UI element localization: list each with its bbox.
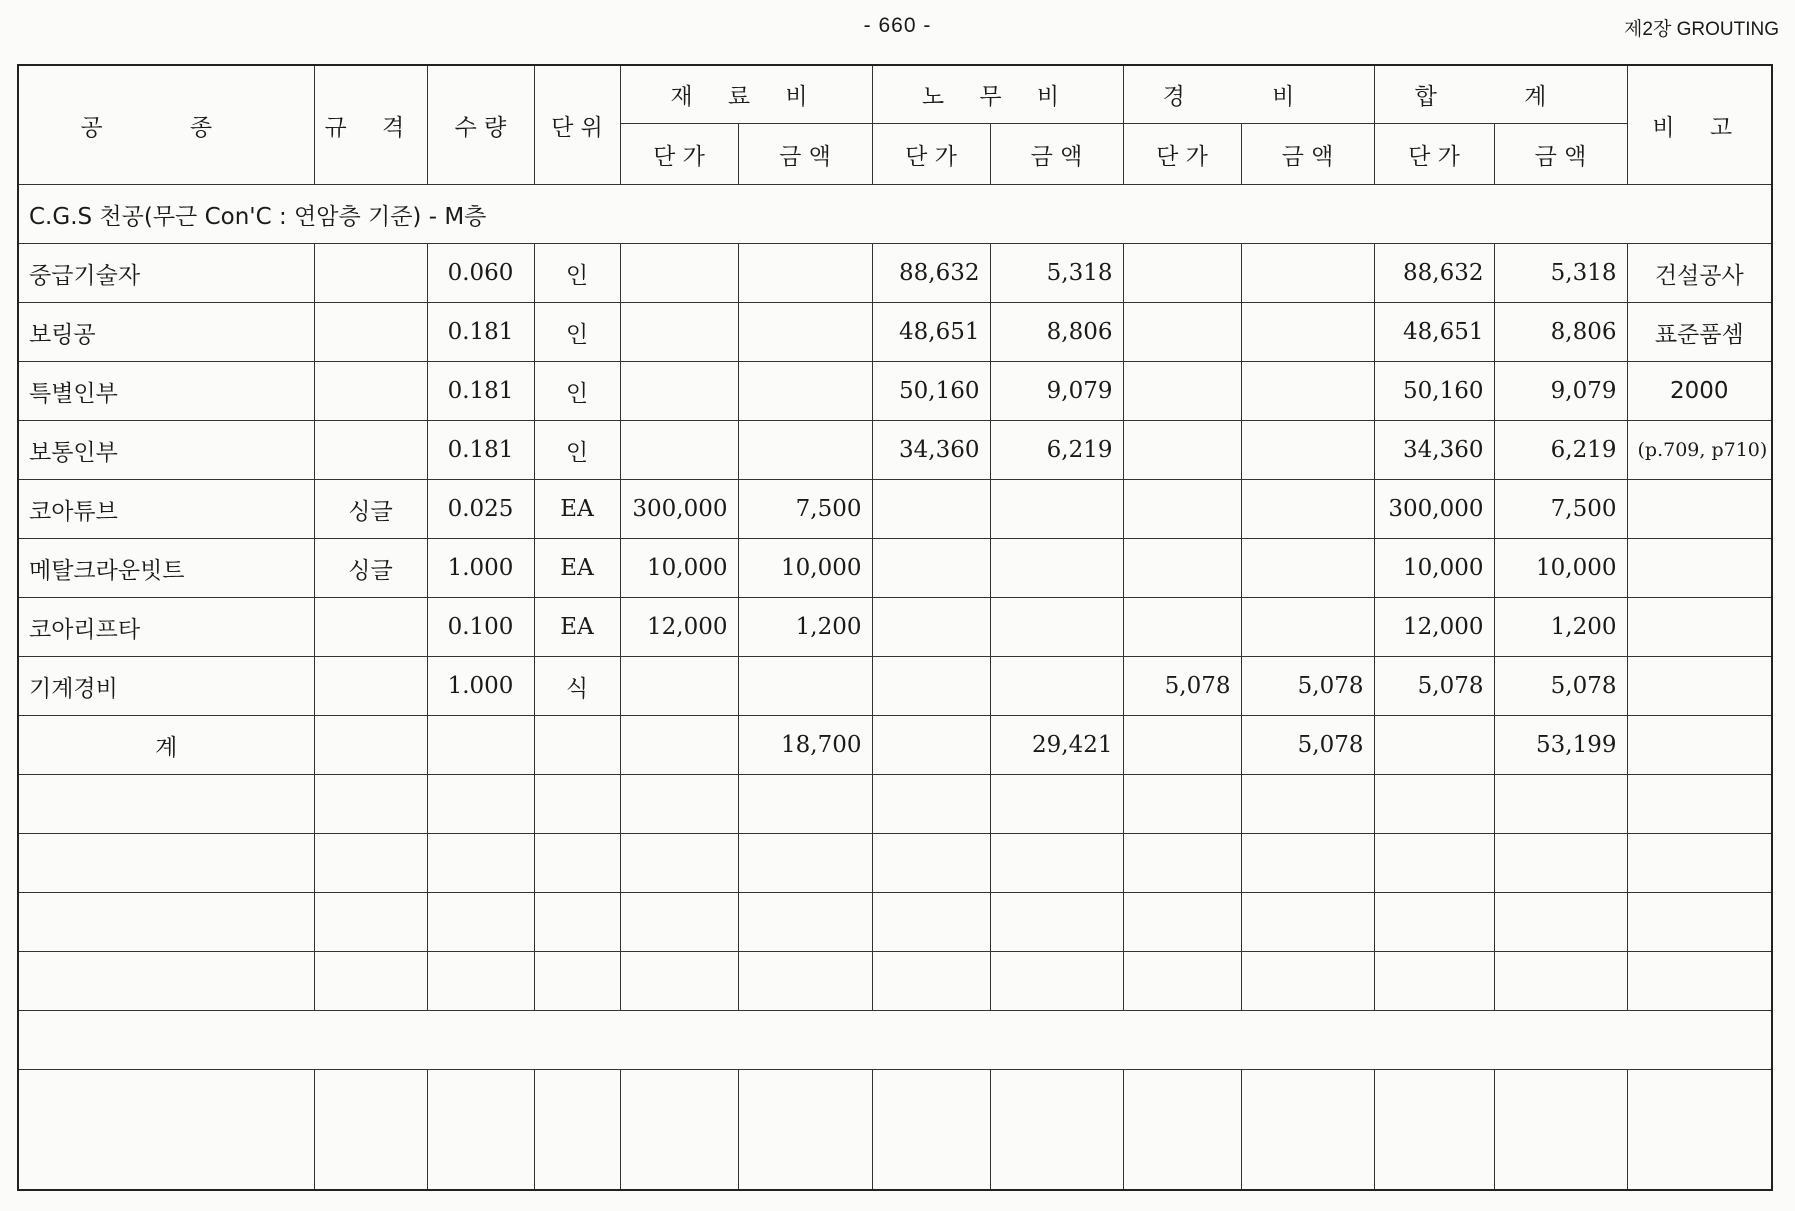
total-unit-price: 88,632 <box>1374 244 1494 303</box>
expense-unit-price <box>1123 244 1241 303</box>
header-unit-price: 단 가 <box>1123 124 1241 185</box>
header-labor: 노 무 비 <box>872 65 1123 124</box>
grand-total-amount: 53,199 <box>1494 716 1627 775</box>
empty-cell <box>314 716 427 775</box>
item-name: 보통인부 <box>18 421 314 480</box>
item-name: 코아튜브 <box>18 480 314 539</box>
total-unit-price: 300,000 <box>1374 480 1494 539</box>
material-unit-price: 12,000 <box>620 598 738 657</box>
material-amount: 1,200 <box>738 598 872 657</box>
item-spec <box>314 657 427 716</box>
labor-amount <box>990 657 1123 716</box>
material-amount <box>738 421 872 480</box>
labor-unit-price: 34,360 <box>872 421 990 480</box>
item-remark: 표준품셈 <box>1627 303 1772 362</box>
empty-row <box>18 893 1772 952</box>
item-unit: EA <box>534 598 620 657</box>
header-work-type: 공 종 <box>18 65 314 185</box>
labor-unit-price <box>872 657 990 716</box>
item-quantity: 0.060 <box>427 244 534 303</box>
empty-cell <box>1123 716 1241 775</box>
total-unit-price: 50,160 <box>1374 362 1494 421</box>
material-amount-total: 18,700 <box>738 716 872 775</box>
item-name: 메탈크라운빗트 <box>18 539 314 598</box>
item-quantity: 0.181 <box>427 421 534 480</box>
header-unit-price: 단 가 <box>872 124 990 185</box>
expense-amount <box>1241 244 1374 303</box>
material-unit-price <box>620 421 738 480</box>
item-quantity: 0.025 <box>427 480 534 539</box>
expense-unit-price <box>1123 362 1241 421</box>
item-unit: EA <box>534 539 620 598</box>
material-unit-price: 10,000 <box>620 539 738 598</box>
chapter-title: 제2장 GROUTING <box>1624 19 1779 40</box>
empty-cell <box>1374 716 1494 775</box>
total-unit-price: 12,000 <box>1374 598 1494 657</box>
expense-amount <box>1241 421 1374 480</box>
header-amount: 금 액 <box>738 124 872 185</box>
table-row <box>18 303 1772 362</box>
labor-unit-price <box>872 539 990 598</box>
material-amount: 10,000 <box>738 539 872 598</box>
table-row <box>18 598 1772 657</box>
item-quantity: 0.100 <box>427 598 534 657</box>
expense-unit-price: 5,078 <box>1123 657 1241 716</box>
item-name: 기계경비 <box>18 657 314 716</box>
item-name: 코아리프타 <box>18 598 314 657</box>
labor-unit-price <box>872 480 990 539</box>
item-name: 특별인부 <box>18 362 314 421</box>
labor-amount: 9,079 <box>990 362 1123 421</box>
table-row <box>18 362 1772 421</box>
empty-row <box>18 1011 1772 1070</box>
total-row <box>18 716 1772 775</box>
empty-cell <box>620 716 738 775</box>
total-amount: 9,079 <box>1494 362 1627 421</box>
section-title: C.G.S 천공(무근 Con'C : 연암층 기준) - M층 <box>18 185 1772 244</box>
section-row <box>18 185 1772 244</box>
material-amount <box>738 244 872 303</box>
table-row <box>18 421 1772 480</box>
material-unit-price: 300,000 <box>620 480 738 539</box>
header-unit-price: 단 가 <box>620 124 738 185</box>
empty-cell <box>872 716 990 775</box>
item-spec <box>314 244 427 303</box>
labor-amount <box>990 598 1123 657</box>
labor-unit-price: 48,651 <box>872 303 990 362</box>
item-name: 보링공 <box>18 303 314 362</box>
total-amount: 8,806 <box>1494 303 1627 362</box>
item-unit: EA <box>534 480 620 539</box>
item-remark <box>1627 539 1772 598</box>
expense-amount <box>1241 362 1374 421</box>
header-row <box>18 65 1772 124</box>
item-unit: 인 <box>534 362 620 421</box>
item-remark: 2000 <box>1627 362 1772 421</box>
header-amount: 금 액 <box>1494 124 1627 185</box>
labor-amount: 6,219 <box>990 421 1123 480</box>
total-amount: 7,500 <box>1494 480 1627 539</box>
item-remark <box>1627 480 1772 539</box>
item-remark: (p.709, p710) <box>1627 421 1772 480</box>
header-amount: 금 액 <box>990 124 1123 185</box>
total-amount: 5,078 <box>1494 657 1627 716</box>
material-unit-price <box>620 244 738 303</box>
labor-amount-total: 29,421 <box>990 716 1123 775</box>
header-spec: 규 격 <box>314 65 427 185</box>
material-amount <box>738 657 872 716</box>
header-total: 합 계 <box>1374 65 1627 124</box>
labor-amount <box>990 539 1123 598</box>
expense-unit-price <box>1123 598 1241 657</box>
header-material: 재 료 비 <box>620 65 872 124</box>
labor-amount: 5,318 <box>990 244 1123 303</box>
header-quantity: 수 량 <box>427 65 534 185</box>
total-unit-price: 48,651 <box>1374 303 1494 362</box>
item-name: 중급기술자 <box>18 244 314 303</box>
expense-unit-price <box>1123 303 1241 362</box>
page-number: - 660 - <box>863 14 932 37</box>
material-unit-price <box>620 657 738 716</box>
item-unit: 인 <box>534 421 620 480</box>
expense-amount <box>1241 303 1374 362</box>
item-remark: 건설공사 <box>1627 244 1772 303</box>
empty-row <box>18 1070 1772 1190</box>
header-remark: 비 고 <box>1627 65 1772 185</box>
empty-cell <box>427 716 534 775</box>
labor-amount <box>990 480 1123 539</box>
total-amount: 1,200 <box>1494 598 1627 657</box>
item-spec: 싱글 <box>314 480 427 539</box>
total-amount: 6,219 <box>1494 421 1627 480</box>
item-quantity: 1.000 <box>427 539 534 598</box>
total-unit-price: 10,000 <box>1374 539 1494 598</box>
item-remark <box>1627 657 1772 716</box>
table-row <box>18 244 1772 303</box>
material-amount <box>738 362 872 421</box>
empty-row <box>18 834 1772 893</box>
header-expense: 경 비 <box>1123 65 1374 124</box>
item-quantity: 0.181 <box>427 362 534 421</box>
total-label: 계 <box>18 716 314 775</box>
material-amount <box>738 303 872 362</box>
expense-unit-price <box>1123 480 1241 539</box>
header-unit-price: 단 가 <box>1374 124 1494 185</box>
item-quantity: 1.000 <box>427 657 534 716</box>
item-spec <box>314 362 427 421</box>
material-amount: 7,500 <box>738 480 872 539</box>
expense-amount <box>1241 480 1374 539</box>
total-unit-price: 34,360 <box>1374 421 1494 480</box>
labor-unit-price: 50,160 <box>872 362 990 421</box>
total-amount: 5,318 <box>1494 244 1627 303</box>
expense-unit-price <box>1123 539 1241 598</box>
item-spec <box>314 421 427 480</box>
item-remark <box>1627 598 1772 657</box>
item-spec: 싱글 <box>314 539 427 598</box>
expense-unit-price <box>1123 421 1241 480</box>
item-unit: 인 <box>534 303 620 362</box>
material-unit-price <box>620 303 738 362</box>
cost-table <box>17 64 1773 1191</box>
expense-amount <box>1241 539 1374 598</box>
expense-amount: 5,078 <box>1241 657 1374 716</box>
header-amount: 금 액 <box>1241 124 1374 185</box>
item-spec <box>314 303 427 362</box>
empty-cell <box>534 716 620 775</box>
empty-row <box>18 775 1772 834</box>
expense-amount-total: 5,078 <box>1241 716 1374 775</box>
expense-amount <box>1241 598 1374 657</box>
item-spec <box>314 598 427 657</box>
item-quantity: 0.181 <box>427 303 534 362</box>
empty-cell <box>1627 716 1772 775</box>
labor-unit-price <box>872 598 990 657</box>
total-amount: 10,000 <box>1494 539 1627 598</box>
empty-row <box>18 952 1772 1011</box>
table-row <box>18 657 1772 716</box>
item-unit: 인 <box>534 244 620 303</box>
material-unit-price <box>620 362 738 421</box>
header-unit: 단 위 <box>534 65 620 185</box>
labor-amount: 8,806 <box>990 303 1123 362</box>
table-row <box>18 539 1772 598</box>
total-unit-price: 5,078 <box>1374 657 1494 716</box>
item-unit: 식 <box>534 657 620 716</box>
labor-unit-price: 88,632 <box>872 244 990 303</box>
table-row <box>18 480 1772 539</box>
